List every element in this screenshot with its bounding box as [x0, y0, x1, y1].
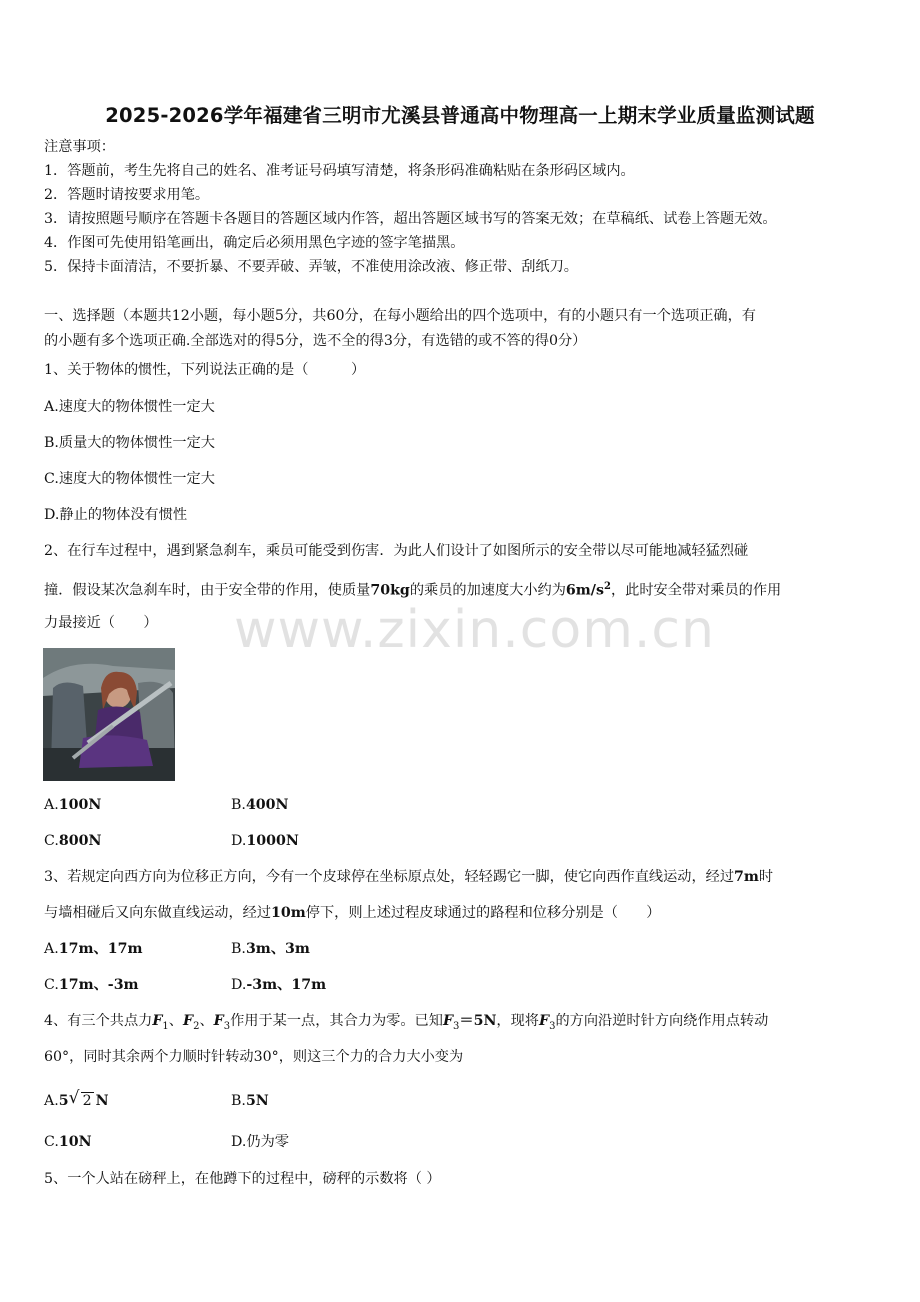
q4-stem-line-1: 4、有三个共点力$F_1$、$F_2$、$F_3$作用于某一点，其合力为零。已知$F_3=5N$，现将$F_3$的方向沿逆时针方向绕作用点转动	[44, 1013, 769, 1032]
q2-text-c: ，此时安全带对乘员的作用	[610, 582, 782, 599]
q1-option-c: C.速度大的物体惯性一定大	[44, 471, 215, 487]
section-heading-line-1: 一、选择题（本题共12小题，每小题5分，共60分，在每小题给出的四个选项中，有的小题只有一个选项正确，有	[44, 308, 756, 324]
notice-item-5: 5．保持卡面清洁，不要折暴、不要弄破、弄皱，不准使用涂改液、修正带、刮纸刀。	[44, 259, 578, 275]
notice-item-1: 1．答题前，考生先将自己的姓名、准考证号码填写清楚，将条形码准确粘贴在条形码区域内。	[44, 163, 635, 179]
q5-stem: 5、一个人站在磅秤上，在他蹲下的过程中，磅秤的示数将（ ）	[44, 1171, 441, 1187]
q2-option-d: D.1000N	[231, 833, 299, 849]
q4-option-b: B.5N	[231, 1093, 269, 1109]
q2-text-b: 的乘员的加速度大小约为	[409, 582, 566, 599]
q3-option-a: A.17m、17m	[44, 941, 143, 957]
q3-option-d: D.-3m、17m	[231, 977, 327, 993]
notice-item-3: 3．请按照题号顺序在答题卡各题目的答题区域内作答，超出答题区域书写的答案无效；在草稿纸、试卷上答题无效。	[44, 211, 777, 227]
notice-item-2: 2．答题时请按要求用笔。	[44, 187, 210, 203]
q2-acceleration-exponent: 2	[603, 581, 611, 592]
q2-stem-line-3: 力最接近（ ）	[44, 615, 158, 631]
q4-option-c: C.10N	[44, 1134, 92, 1150]
q4-option-d: D.仍为零	[231, 1134, 289, 1150]
q1-option-a: A.速度大的物体惯性一定大	[44, 399, 215, 415]
q4-option-a: A.5 √ 2 N	[44, 1088, 109, 1109]
q4-stem-line-2: 60°，同时其余两个力顺时针转动30°，则这三个力的合力大小变为	[44, 1049, 464, 1065]
q3-option-c: C.17m、-3m	[44, 977, 139, 993]
notice-item-4: 4．作图可先使用铅笔画出，确定后必须用黑色字迹的签字笔描黑。	[44, 235, 465, 251]
q2-text-a: 撞．假设某次急刹车时，由于安全带的作用，使质量	[44, 582, 371, 599]
watermark: www.zixin.com.cn	[234, 600, 715, 660]
q1-option-d: D.静止的物体没有惯性	[44, 507, 188, 523]
q2-option-b: B.400N	[231, 797, 289, 813]
q2-acceleration: 6m/s	[565, 582, 604, 599]
q2-mass: 70kg	[370, 582, 410, 599]
q2-stem-line-2	[44, 577, 781, 601]
q2-option-c: C.800N	[44, 833, 102, 849]
q1-option-b: B.质量大的物体惯性一定大	[44, 435, 215, 451]
q2-stem-line-1: 2、在行车过程中，遇到紧急刹车，乘员可能受到伤害．为此人们设计了如图所示的安全带以尽可能地减轻猛烈碰	[44, 543, 749, 559]
page-title: 2025-2026学年福建省三明市尤溪县普通高中物理高一上期末学业质量监测试题	[105, 104, 815, 127]
q3-stem-line-2: 与墙相碰后又向东做直线运动，经过10m停下，则上述过程皮球通过的路程和位移分别是（ ）	[44, 905, 661, 921]
section-heading-line-2: 的小题有多个选项正确.全部选对的得5分，选不全的得3分，有选错的或不答的得0分）	[44, 333, 587, 349]
notice-heading: 注意事项：	[44, 139, 115, 155]
q3-stem-line-1: 3、若规定向西方向为位移正方向，今有一个皮球停在坐标原点处，轻轻踢它一脚，使它向西作直线运动，经过7m时	[44, 869, 774, 885]
q1-stem: 1、关于物体的惯性，下列说法正确的是（ ）	[44, 362, 366, 378]
sqrt-symbol: √ 2	[68, 1088, 92, 1109]
q3-option-b: B.3m、3m	[231, 941, 310, 957]
seatbelt-photo	[43, 648, 175, 781]
q2-option-a: A.100N	[44, 797, 102, 813]
